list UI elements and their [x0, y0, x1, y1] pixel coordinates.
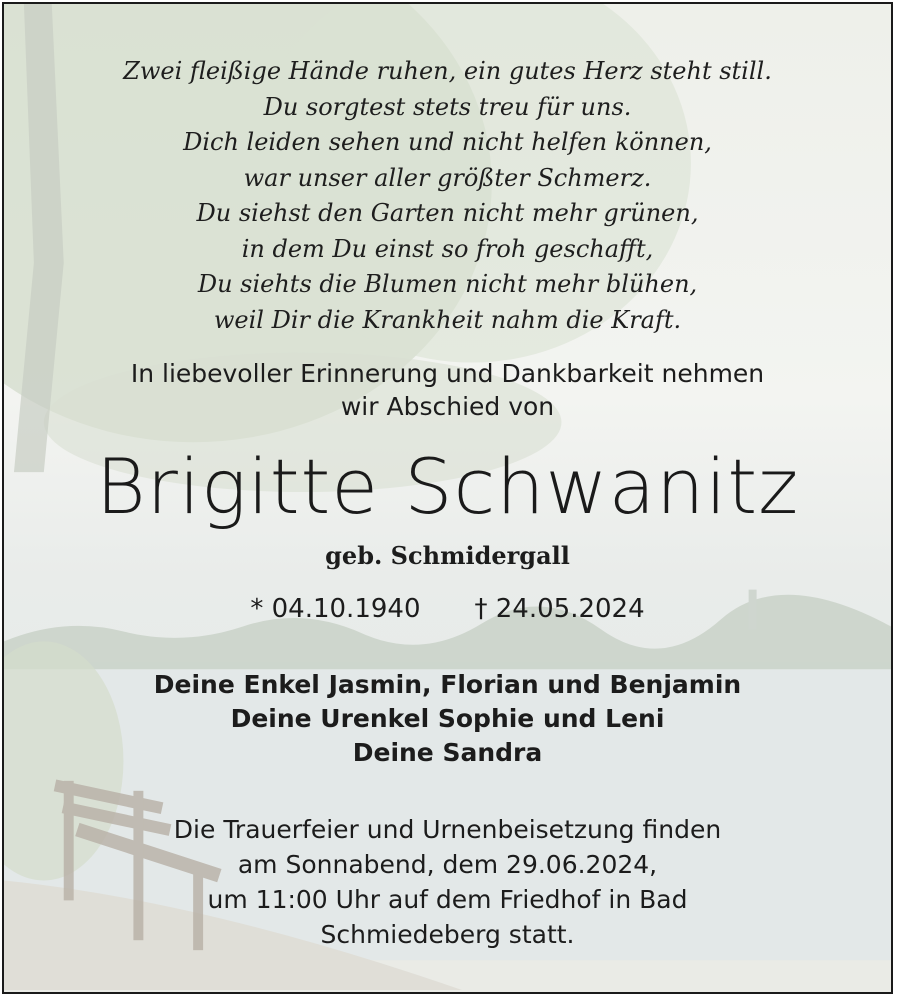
- poem-line: Zwei fleißige Hände ruhen, ein gutes Herz steht still.: [123, 57, 772, 85]
- intro-line: wir Abschied von: [340, 392, 555, 421]
- memorial-poem: [4, 54, 891, 338]
- mourners-list: [4, 668, 891, 770]
- service-line: am Sonnabend, dem 29.06.2024,: [237, 850, 658, 879]
- mourner-line: Deine Sandra: [352, 738, 543, 767]
- service-line: um 11:00 Uhr auf dem Friedhof in Bad: [207, 885, 688, 914]
- poem-line: weil Dir die Krankheit nahm die Kraft.: [213, 305, 682, 334]
- poem-line: war unser aller größter Schmerz.: [243, 163, 652, 192]
- funeral-service-info: [4, 812, 891, 952]
- birth-name: geb. Schmidergall: [325, 541, 570, 570]
- death-date: † 24.05.2024: [474, 594, 645, 624]
- poem-line: Du sorgtest stets treu für uns.: [263, 92, 632, 121]
- mourner-line: Deine Enkel Jasmin, Florian und Benjamin: [153, 670, 742, 699]
- poem-line: Du siehts die Blumen nicht mehr blühen,: [197, 270, 698, 298]
- mourner-line: Deine Urenkel Sophie und Leni: [230, 704, 665, 733]
- farewell-intro: [4, 357, 891, 423]
- birth-date: * 04.10.1940: [250, 594, 421, 624]
- life-dates: [4, 594, 891, 624]
- poem-line: Dich leiden sehen und nicht helfen können,: [183, 128, 712, 156]
- obituary-card: [2, 2, 893, 994]
- deceased-name: Brigitte Schwanitz: [95, 442, 800, 531]
- poem-line: Du siehst den Garten nicht mehr grünen,: [196, 199, 699, 227]
- poem-line: in dem Du einst so froh geschafft,: [241, 234, 654, 263]
- intro-line: In liebevoller Erinnerung und Dankbarkeit nehmen: [130, 359, 765, 388]
- obituary-content: [4, 4, 891, 992]
- service-line: Die Trauerfeier und Urnenbeisetzung finden: [173, 815, 722, 844]
- service-line: Schmiedeberg statt.: [320, 920, 575, 949]
